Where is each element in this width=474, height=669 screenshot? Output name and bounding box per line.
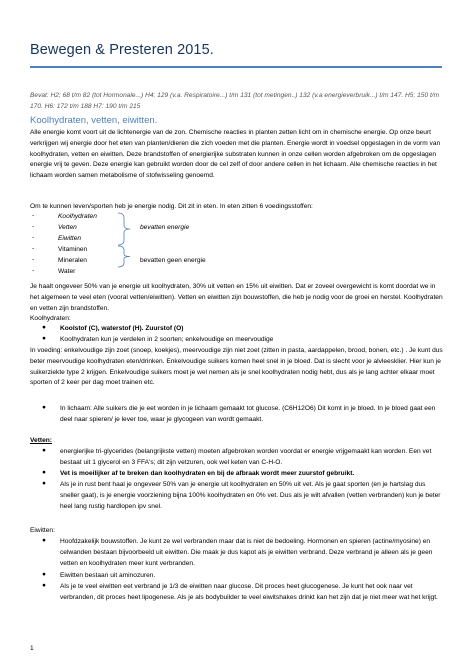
bullet-icon: ● [42,469,46,476]
eiw-bullet-1: Hoofdzakelijk bouwstoffen. Je kunt ze wel verbranden maar dat is niet de bedoeling. Hormonen en spieren (actine/myosine) en celwanden bestaan bijvoorbeeld uit eiwitten. Die maak je dus kapot als je eiwitten verbrand. Deze verbrand je alleen als je geen vetten en koolhydraten meer kunt verbranden. [60,538,433,567]
contents-note: Bevat: H2; 68 t/m 82 (tot Hormonale...) H4; 129 (v.a. Respiratoire...) t/m 131 (tot metingen..) 132 (v.a energieverbruik...) t/m 147. H5; 150 t/m 170. H6: 172 t/m 188 H7: 190 t/m 215 [30,92,440,110]
document-page: Bewegen & Presteren 2015. Bevat: H2; 68 t/m 82 (tot Hormonale...) H4; 129 (v.a. Respiratoire...) t/m 131 (tot metingen..) 132 (v.a energieverbruik...) t/m 147. H5; 150 t/m 170. H6: 172 t/m 188 H7: 190 t/m 215 Koolhydraten, vetten, eiwitten. Alle energie komt voort uit de lichtenergie van de zon. Chemische reacties in planten zetten licht om in chemische energie. Op onze beurt verkrijgen wij energie door het eten van planten/dieren die zich voeden met die planten. Energie wordt in voedsel opgeslagen in de vorm van koolhydraten, vetten en eiwitten. Deze brandstoffen of energierijke substraten kunnen in onze cellen worden afgebroken om de opgeslagen energie vrij te geven. Deze energie kan gebruikt worden door de cel zelf of door andere cellen in het lichaam. Alle chemische reacties in het lichaam worden samen metabolisme of stofwisseling genoemd. Om te kunnen leven/sporten heb je energie nodig. Dit zit in eten. In eten zitten 6 voedingsstoffen: - Koolhydraten - Vetten - Eiwitten - Vitaminen - Mineralen - Water bevatten energie bevatten geen energie Je haalt ongeveer 50% van je energie uit koolhydraten, 30% uit vetten en 15% uit eiwitten. Dat er zoveel overgewicht is komt doordat we in het algemeen te veel eten (vooral vetten/eiwitten). Vetten en eiwitten zijn bouwstoffen, die heb je nodig voor de groei en herstel. Koolhydraten en vetten zijn brandstoffen. Koolhydraten: ● Koolstof (C), waterstof (H). Zuurstof (O) ● Koolhydraten kun je verdelen in 2 soorten; enkelvoudige en meervoudige In voeding: enkelvoudige zijn zoet (snoep, koekjes), meervoudige zijn niet zoet (zitten in pasta, aardappelen, brood, bonen, etc.) . Je kunt dus beter meervoudige koolhydraten eten/drinken. Enkelvoudige suikers komen heel snel in je bloed. Dat is slecht voor je alvleesklier. Hier kun je suikerziekte type 2 krijgen. Enkelvoudige suikers moet je wel nemen als je snel koolhydraten nodig hebt, dus als je lang achter elkaar moet sporten of 2 keer per dag moet trainen etc. ● In lichaam: Alle suikers die je eet worden in je lichaam gemaakt tot glucose. (C6H12O6) Dit komt in je bloed. In je bloed gaat een deel naar spieren/ je lever toe, waar je glycogeen van wordt gemaakt. Vetten: ● energierijke tri-glycerides (belangrijkste vetten) moeten afgebroken worden voordat er energie vrijgemaakt kan worden. Een vet bestaat uit 1 glycerol en 3 FFA's; dit zijn vetzuren, ook wel keten van C-H-O. ● Vet is moeilijker af te breken dan koolhydraten en bij de afbraak wordt meer zuurstof gebruikt. ● Als je in rust bent haal je ongeveer 50% van je energie uit koolhydraten en 50% uit vet. Als je gaat sporten (en je hartslag dus sneller gaat), is je energie voorziening bijna 100% koolhydraten en 0% vet. Dus als je wilt afvallen (vetten verbranden) kun je beter heel lang rustig hardlopen ipv snel. Eiwitten: ● Hoofdzakelijk bouwstoffen. Je kunt ze wel verbranden maar dat is niet de bedoeling. Hormonen en spieren (actine/myosine) en celwanden bestaan bijvoorbeeld uit eiwitten. Die maak je dus kapot als je eiwitten verbrand. Deze verbrand je alleen als je geen vetten en koolhydraten meer kunt verbranden. ● Eiwitten bestaan uit aminozuren. ● Als je te veel eiwitten eet verbrand je 1/3 de eiwitten naar glucose. Dit proces heet glucogenese. Je kunt het ook naar vet verbranden, dit proces heet lipogenese. Als je als bodybuilder te veel eiwitshakes drinkt kan het zijn dat je niet meer wat het krijgt. 1 [0,0,474,669]
list-item: Vitaminen [58,246,88,253]
brace-energy [116,212,134,246]
bullet-icon: ● [42,537,46,544]
vet-bullet-2: Vet is moeilijker af te breken dan koolhydraten en bij de afbraak wordt meer zuurstof gebruikt. [60,470,355,477]
intro-paragraph: Alle energie komt voort uit de lichtenergie van de zon. Chemische reacties in planten zetten licht om in chemische energie. Op onze beurt verkrijgen wij energie door het eten van planten/dieren die zich voeden met die planten. Energie wordt in voedsel opgeslagen in de vorm van koolhydraten, vetten en eiwitten. Deze brandstoffen of energierijke substraten kunnen in onze cellen worden afgebroken om de opgeslagen energie vrij te geven. Deze energie kan gebruikt worden door de cel zelf of door andere cellen in het lichaam. Alle chemische reacties in het lichaam worden samen metabolisme of stofwisseling genoemd. [30,129,441,180]
document-title: Bewegen & Presteren 2015. [30,42,214,58]
list-item: Water [58,268,76,275]
kh-bullet-3: In lichaam: Alle suikers die je eet worden in je lichaam gemaakt tot glucose. (C6H12O6) Dit komt in je bloed. In je bloed gaat een deel naar spieren/ je lever toe, waar je glycogeen van wordt gemaakt. [60,405,436,423]
list-item: Eiwitten [58,235,82,242]
bullet-icon: ● [42,404,46,411]
bullet-icon: ● [42,571,46,578]
section-heading: Koolhydraten, vetten, eiwitten. [30,115,158,126]
eiw-bullet-2: Eiwitten bestaan uit aminozuren. [60,572,156,579]
eiw-bullet-3: Als je te veel eiwitten eet verbrand je 1/3 de eiwitten naar glucose. Dit proces heet glucogenese. Je kunt het ook naar vet verbranden, dit proces heet lipogenese. Als je als bodybuilder te veel eiwitshakes drinkt kan het zijn dat je niet meer wat het krijgt. [60,583,438,601]
bullet-icon: ● [42,480,46,487]
label-eiwitten: Eiwitten: [30,527,55,534]
page-number: 1 [30,645,34,652]
list-item: Vetten [58,224,77,231]
list-item: Mineralen [58,257,87,264]
list-item: Koolhydraten [58,213,97,220]
brace-label-energy: bevatten energie [140,224,190,231]
vet-bullet-3: Als je in rust bent haal je ongeveer 50% van je energie uit koolhydraten en 50% uit vet. Als je gaat sporten (en je hartslag dus sneller gaat), is je energie voorziening bijna 100% koolhydraten en 0% vet. Dus als je wilt afvallen (vetten verbranden) kun je beter heel lang rustig hardlopen ipv snel. [60,481,441,510]
label-vetten: Vetten: [30,437,52,444]
kh-bullet-1: Koolstof (C), waterstof (H). Zuurstof (O) [60,325,184,332]
title-underline [30,66,442,68]
kh-bullet-2: Koolhydraten kun je verdelen in 2 soorten; enkelvoudige en meervoudige [60,336,274,343]
brace-no-energy [116,245,134,268]
label-koolhydraten: Koolhydraten: [30,315,71,322]
brace-label-no-energy: bevatten geen energie [140,257,206,264]
bullet-icon: ● [42,447,46,454]
intro-paragraph-2: Om te kunnen leven/sporten heb je energie nodig. Dit zit in eten. In eten zitten 6 voedingsstoffen: [30,203,313,210]
paragraph-kh-food: In voeding: enkelvoudige zijn zoet (snoep, koekjes), meervoudige zijn niet zoet (zitten in pasta, aardappelen, brood, bonen, etc.) . Je kunt dus beter meervoudige koolhydraten eten/drinken. Enkelvoudige suikers komen heel snel in je bloed. Dat is slecht voor je alvleesklier. Hier kun je suikerziekte type 2 krijgen. Enkelvoudige suikers moet je wel nemen als je snel koolhydraten nodig hebt, dus als je lang achter elkaar moet sporten of 2 keer per dag moet trainen etc. [30,347,443,387]
vet-bullet-1: energierijke tri-glycerides (belangrijkste vetten) moeten afgebroken worden voordat er energie vrijgemaakt kan worden. Een vet bestaat uit 1 glycerol en 3 FFA's; dit zijn vetzuren, ook wel keten van C-H-O. [60,448,432,466]
bullet-icon: ● [42,582,46,589]
paragraph-energy-split: Je haalt ongeveer 50% van je energie uit koolhydraten, 30% uit vetten en 15% uit eiwitten. Dat er zoveel overgewicht is komt doordat we in het algemeen te veel eten (vooral vetten/eiwitten). Vetten en eiwitten zijn bouwstoffen, die heb je nodig voor de groei en herstel. Koolhydraten en vetten zijn brandstoffen. [30,283,443,312]
bullet-icon: ● [42,335,46,342]
bullet-icon: ● [42,324,46,331]
